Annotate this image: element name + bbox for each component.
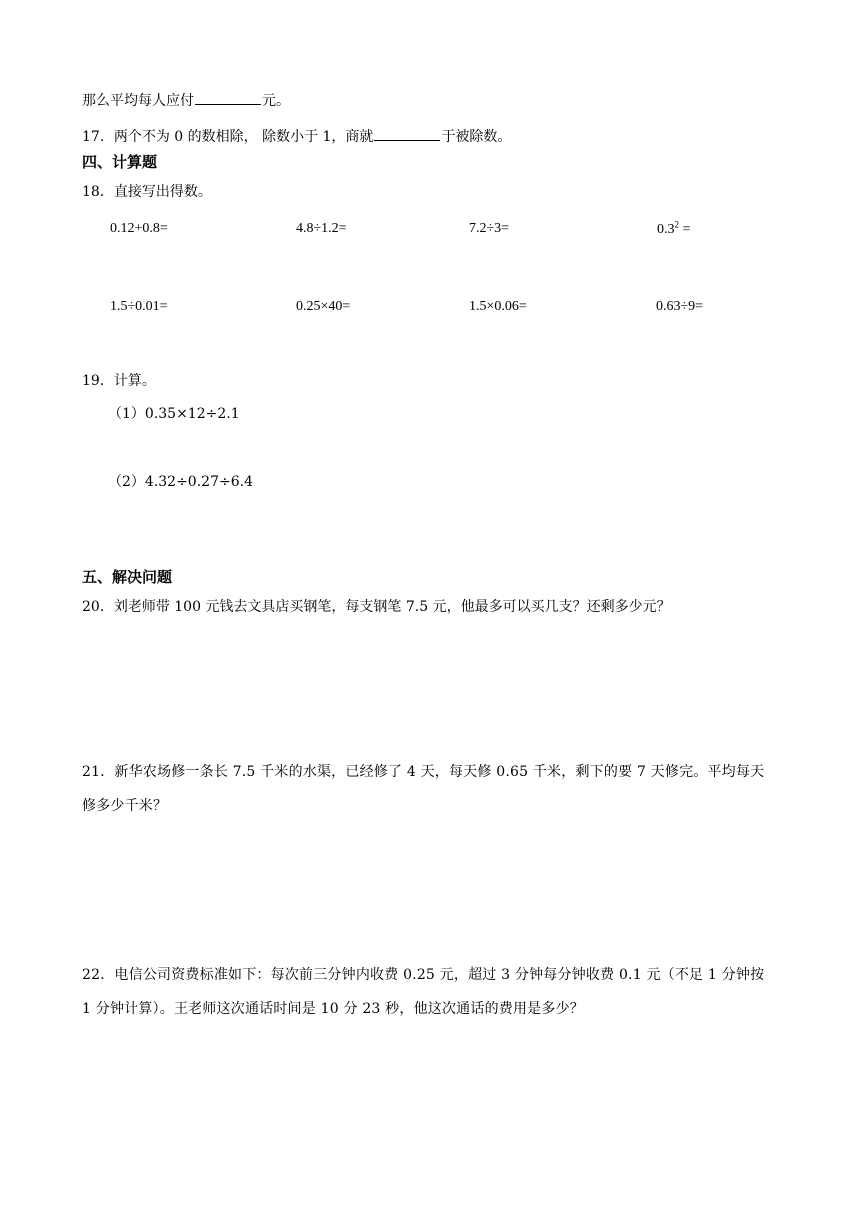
q17-text-before: 17．两个不为 0 的数相除， 除数小于 1，商就 [82,129,374,145]
q18-expr-8: 0.63÷9= [656,299,704,314]
q22-line-1: 22．电信公司资费标准如下：每次前三分钟内收费 0.25 元，超过 3 分钟每分钟收费 0.1 元（不足 1 分钟按 [82,967,765,983]
question-22 [82,958,812,1026]
q18-expr-3: 7.2÷3= [469,221,510,236]
q19-title: 19．计算。 [82,373,156,389]
q18-expr-5: 1.5÷0.01= [110,299,168,314]
q16-text-after: 元。 [262,93,290,109]
section-4-heading: 四、计算题 [82,153,158,171]
question-21 [82,755,812,823]
q21-line-2: 修多少千米？ [82,798,168,814]
q18-expr-4-base: 0.3 [657,222,675,237]
q16-continuation [82,90,290,110]
q18-expr-4-equals: = [679,222,691,237]
q18-expr-4-exponent: 2 [674,219,679,230]
q18-expr-6: 0.25×40= [296,299,351,314]
q18-expr-4 [657,219,691,238]
section-5-heading: 五、解决问题 [82,568,173,586]
q16-text-before: 那么平均每人应付 [82,93,194,109]
q17-answer-blank[interactable] [374,126,440,141]
q18-expr-1: 0.12+0.8= [110,221,168,236]
question-17 [82,126,511,146]
question-20: 20．刘老师带 100 元钱去文具店买钢笔，每支钢笔 7.5 元，他最多可以买几支？还剩多少元？ [82,599,671,615]
q19-item-1: （1）0.35×12÷2.1 [108,406,240,422]
q18-expr-2: 4.8÷1.2= [296,221,347,236]
q21-line-1: 21．新华农场修一条长 7.5 千米的水渠，已经修了 4 天，每天修 0.65 千米，剩下的要 7 天修完。平均每天 [82,764,765,780]
q18-expr-7: 1.5×0.06= [469,299,527,314]
q17-text-after: 于被除数。 [441,129,512,145]
q19-item-2: （2）4.32÷0.27÷6.4 [108,474,253,490]
q18-title: 18．直接写出得数。 [82,184,212,200]
q16-answer-blank[interactable] [195,90,261,105]
q22-line-2: 1 分钟计算）。王老师这次通话时间是 10 分 23 秒，他这次通话的费用是多少？ [82,1001,584,1017]
